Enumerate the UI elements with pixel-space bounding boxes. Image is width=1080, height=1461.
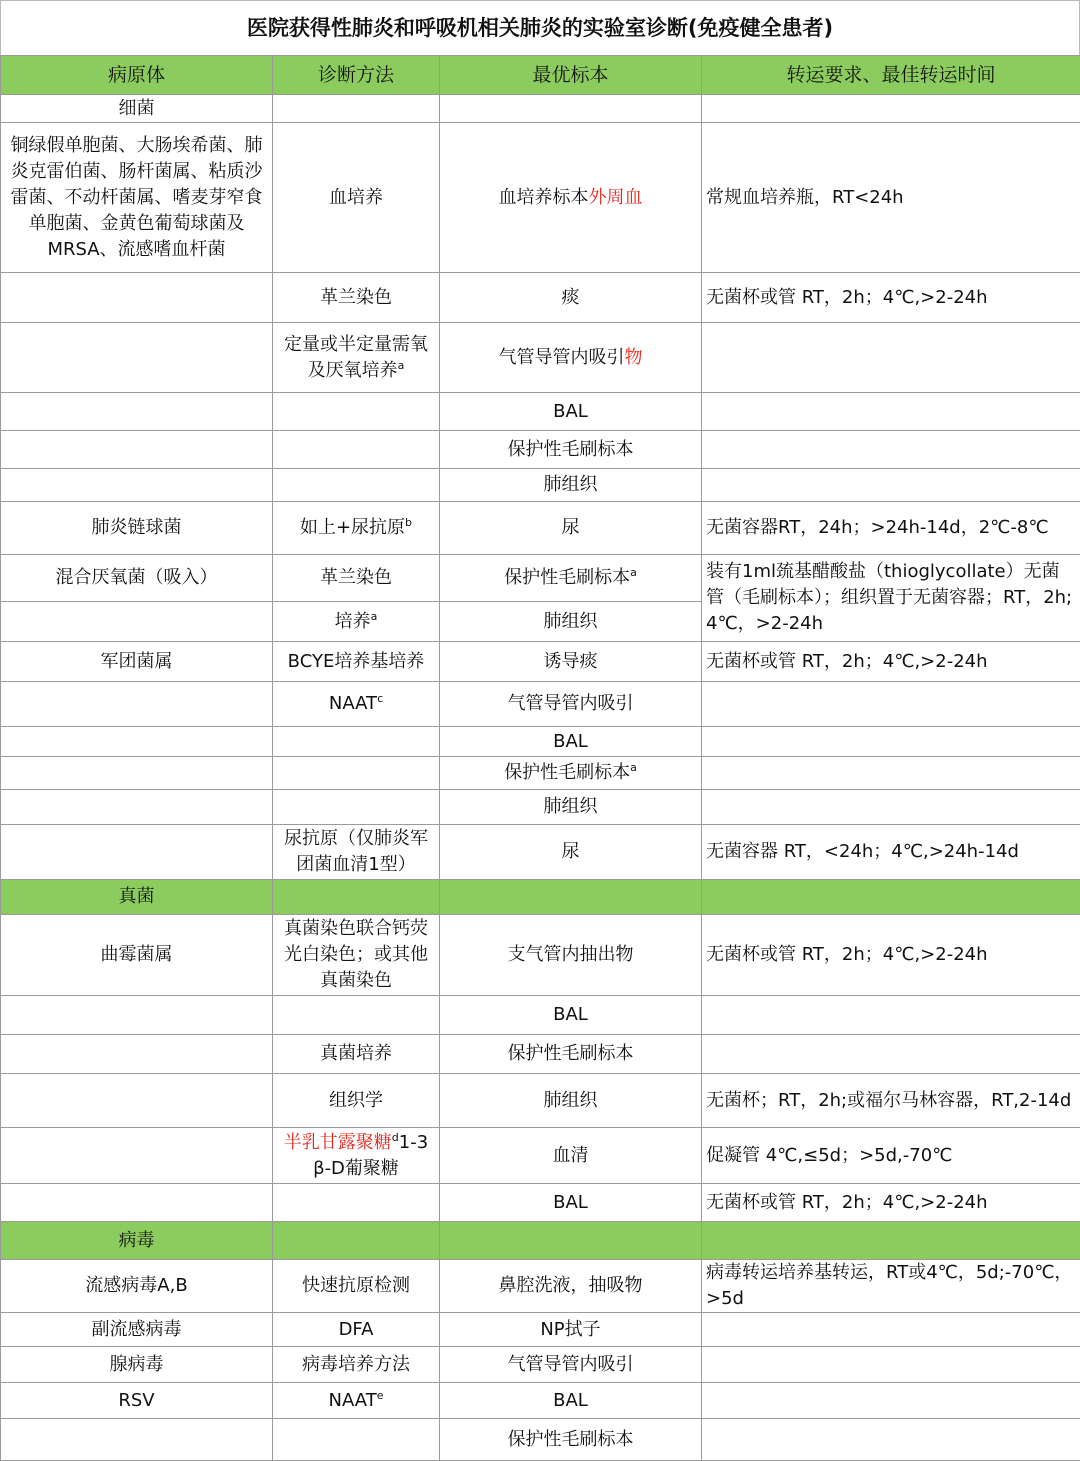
table-row: [1, 273, 1080, 323]
section-label-fungi: 真菌: [1, 880, 273, 915]
method-cell: 病毒培养方法: [273, 1347, 440, 1383]
pathogen-cell: 军团菌属: [1, 642, 273, 682]
specimen-cell: 保护性毛刷标本: [440, 431, 702, 469]
table-row: [1, 1128, 1080, 1184]
specimen-cell: 保护性毛刷标本: [440, 1419, 702, 1461]
specimen-cell: 鼻腔洗液，抽吸物: [440, 1260, 702, 1313]
specimen-text: 气管导管内吸引: [498, 346, 625, 368]
page-title: 医院获得性肺炎和呼吸机相关肺炎的实验室诊断(免疫健全患者): [0, 0, 1080, 55]
specimen-cell: [440, 323, 702, 393]
method-cell: [273, 323, 440, 393]
table-row: [1, 1074, 1080, 1128]
table-row: [1, 393, 1080, 431]
table-row: [1, 996, 1080, 1035]
method-text: 培养: [334, 610, 371, 632]
specimen-cell: BAL: [440, 996, 702, 1035]
specimen-cell: 痰: [440, 273, 702, 323]
header-row: [1, 56, 1080, 95]
table-row: [1, 825, 1080, 880]
method-cell: [273, 1383, 440, 1419]
transport-cell: 无菌杯或管 RT，2h；4℃,>2-24h: [702, 1184, 1080, 1222]
specimen-cell: BAL: [440, 1184, 702, 1222]
transport-cell: 促凝管 4℃,≤5d；>5d,-70℃: [702, 1128, 1080, 1184]
method-highlight: 半乳甘露聚糖: [283, 1131, 392, 1153]
table-row: [1, 502, 1080, 555]
method-cell: 快速抗原检测: [273, 1260, 440, 1313]
table-row: [1, 727, 1080, 757]
specimen-cell: 肺组织: [440, 469, 702, 502]
method-cell: [273, 502, 440, 555]
specimen-cell: 肺组织: [440, 1074, 702, 1128]
method-cell: [273, 682, 440, 727]
section-label-virus: 病毒: [1, 1222, 273, 1260]
table-row: [1, 1260, 1080, 1313]
pathogen-cell: 腺病毒: [1, 1347, 273, 1383]
specimen-cell: 肺组织: [440, 602, 702, 642]
table-row: [1, 1347, 1080, 1383]
footnote-mark: c: [377, 692, 384, 705]
pathogen-cell: 副流感病毒: [1, 1313, 273, 1347]
header-pathogen: 病原体: [1, 56, 273, 95]
table-row: [1, 1419, 1080, 1461]
specimen-cell: NP拭子: [440, 1313, 702, 1347]
pathogen-cell: 肺炎链球菌: [1, 502, 273, 555]
specimen-cell: 肺组织: [440, 790, 702, 825]
table-row: [1, 431, 1080, 469]
specimen-text: 保护性毛刷标本: [504, 762, 631, 783]
section-row-bacteria: [1, 95, 1080, 123]
specimen-cell: [440, 555, 702, 602]
specimen-highlight: 物: [624, 346, 643, 368]
footnote-mark: a: [630, 761, 637, 774]
method-cell: 革兰染色: [273, 555, 440, 602]
specimen-cell: 气管导管内吸引: [440, 1347, 702, 1383]
header-method: 诊断方法: [273, 56, 440, 95]
method-text: NAAT: [328, 1389, 377, 1411]
method-cell: 组织学: [273, 1074, 440, 1128]
specimen-cell: [440, 123, 702, 273]
header-specimen: 最优标本: [440, 56, 702, 95]
diagnosis-table: [0, 55, 1080, 1461]
footnote-mark: a: [630, 566, 637, 579]
specimen-text: 血培养标本: [498, 186, 589, 208]
method-cell: [273, 1128, 440, 1184]
pathogen-cell: 混合厌氧菌（吸入）: [1, 555, 273, 602]
table-row: [1, 790, 1080, 825]
method-text: 1-3 β-D葡聚糖: [313, 1131, 429, 1179]
specimen-highlight: 外周血: [588, 186, 643, 208]
method-cell: BCYE培养基培养: [273, 642, 440, 682]
method-cell: DFA: [273, 1313, 440, 1347]
specimen-cell: 保护性毛刷标本: [440, 1035, 702, 1074]
footnote-mark: a: [370, 609, 378, 623]
specimen-cell: 支气管内抽出物: [440, 915, 702, 996]
section-row-virus: [1, 1222, 1080, 1260]
method-cell: 尿抗原（仅肺炎军团菌血清1型）: [273, 825, 440, 880]
table-row: [1, 1313, 1080, 1347]
method-cell: 真菌培养: [273, 1035, 440, 1074]
method-text: 定量或半定量需氧及厌氧培养: [284, 333, 428, 381]
pathogen-cell: 曲霉菌属: [1, 915, 273, 996]
table-row: [1, 469, 1080, 502]
footnote-mark: e: [376, 1388, 384, 1402]
specimen-text: 保护性毛刷标本: [504, 567, 631, 588]
transport-cell: 无菌杯或管 RT，2h；4℃,>2-24h: [702, 273, 1080, 323]
table-row: [1, 1035, 1080, 1074]
table-row: [1, 1383, 1080, 1419]
specimen-cell: BAL: [440, 1383, 702, 1419]
table-row: [1, 123, 1080, 273]
transport-cell: 装有1ml巯基醋酸盐（thioglycollate）无菌管（毛刷标本）；组织置于无菌容器；RT，2h; 4℃，>2-24h: [702, 555, 1080, 642]
transport-cell: 常规血培养瓶，RT<24h: [702, 123, 1080, 273]
specimen-cell: 尿: [440, 825, 702, 880]
method-text: 如上+尿抗原: [299, 517, 406, 538]
specimen-cell: BAL: [440, 727, 702, 757]
specimen-cell: BAL: [440, 393, 702, 431]
specimen-cell: 气管导管内吸引: [440, 682, 702, 727]
table-row: [1, 555, 1080, 602]
transport-cell: 无菌杯；RT，2h;或福尔马林容器，RT,2-14d: [702, 1074, 1080, 1128]
method-cell: 真菌染色联合钙荧光白染色；或其他真菌染色: [273, 915, 440, 996]
table-row: [1, 915, 1080, 996]
specimen-cell: 诱导痰: [440, 642, 702, 682]
transport-cell: 病毒转运培养基转运，RT或4℃，5d;-70℃，>5d: [702, 1260, 1080, 1313]
table-row: [1, 757, 1080, 790]
specimen-cell: 血清: [440, 1128, 702, 1184]
transport-cell: 无菌杯或管 RT，2h；4℃,>2-24h: [702, 642, 1080, 682]
pathogen-cell: RSV: [1, 1383, 273, 1419]
transport-cell: 无菌容器 RT，<24h；4℃,>24h-14d: [702, 825, 1080, 880]
table-row: [1, 323, 1080, 393]
section-label-bacteria: 细菌: [1, 95, 273, 123]
specimen-cell: [440, 757, 702, 790]
method-cell: [273, 602, 440, 642]
transport-cell: 无菌容器RT，24h；>24h-14d，2℃-8℃: [702, 502, 1080, 555]
header-transport: 转运要求、最佳转运时间: [702, 56, 1080, 95]
section-row-fungi: [1, 880, 1080, 915]
footnote-mark: d: [391, 1130, 399, 1144]
transport-cell: 无菌杯或管 RT，2h；4℃,>2-24h: [702, 915, 1080, 996]
method-cell: 革兰染色: [273, 273, 440, 323]
pathogen-cell: 铜绿假单胞菌、大肠埃希菌、肺炎克雷伯菌、肠杆菌属、粘质沙雷菌、不动杆菌属、嗜麦芽窄食单胞菌、金黄色葡萄球菌及MRSA、流感嗜血杆菌: [1, 123, 273, 273]
footnote-mark: b: [405, 516, 413, 529]
pathogen-cell: 流感病毒A,B: [1, 1260, 273, 1313]
table-row: [1, 1184, 1080, 1222]
specimen-cell: 尿: [440, 502, 702, 555]
footnote-mark: a: [397, 358, 405, 372]
table-row: [1, 682, 1080, 727]
table-row: [1, 642, 1080, 682]
method-text: NAAT: [328, 693, 378, 714]
method-cell: 血培养: [273, 123, 440, 273]
